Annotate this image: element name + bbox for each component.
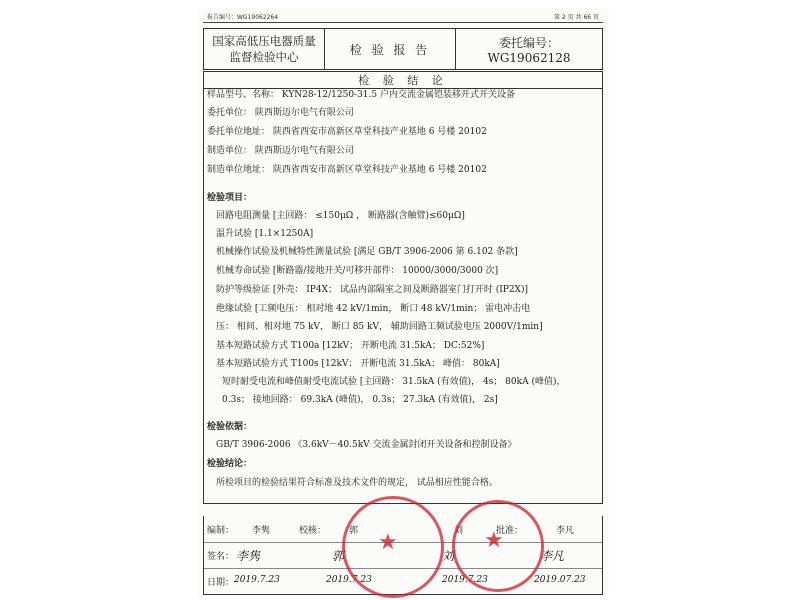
- prepared-label: 编制：: [207, 526, 235, 536]
- org-name: [204, 29, 325, 69]
- item-line: 绝缘试验 [工频电压： 相对地 42 kV/1min， 断口 48 kV/1min； 雷电冲击电: [216, 304, 531, 314]
- checked-name: 郭: [349, 526, 359, 536]
- info-model: 样品型号、名称： KYN28-12/1250-31.5 户内交流金属铠装移开式开关设备: [207, 90, 515, 100]
- header-rule: [203, 22, 603, 23]
- title-box: [203, 28, 603, 70]
- org-line-2: 监督检验中心: [229, 50, 299, 64]
- item-line: 机械寿命试验 [断路器/接地开关/可移开部件： 10000/3000/3000 次]: [216, 266, 499, 276]
- basis-label: 检验依据：: [207, 422, 253, 432]
- date-label: 日期：: [207, 578, 235, 588]
- signature-reviewed: 刘: [442, 549, 455, 563]
- signature-approver: 李凡: [540, 549, 565, 563]
- report-number: 报告编号：WG19062264: [207, 14, 279, 21]
- item-line: 回路电阻测量 [主回路： ≤150μΩ ， 断路器(含触臂)≤60μΩ]: [216, 211, 465, 221]
- items-label: 检验项目：: [207, 193, 253, 203]
- date-prepared: 2019.7.23: [234, 575, 280, 585]
- date-checked: 2019.7.23: [326, 575, 372, 585]
- conclusion-label: 检验结论：: [207, 459, 253, 469]
- item-line: 基本短路试验方式 T100a [12kV； 开断电流 31.5kA； DC:52%]: [216, 341, 485, 351]
- info-client: 委托单位： 陕西斯迈尔电气有限公司: [207, 108, 354, 118]
- checked-label: 校核：: [299, 526, 327, 536]
- signature-label: 签名：: [207, 552, 235, 562]
- signature-prepared: 李隽: [236, 549, 261, 563]
- approver-name: 李凡: [556, 526, 575, 536]
- report-body: [203, 88, 603, 504]
- conclusion-header: 检 验 结 论: [203, 71, 603, 89]
- item-line: 压： 相间、相对地 75 kV， 断口 85 kV， 辅助回路工频试验电压 2000V/1min]: [216, 322, 543, 332]
- item-line: 0.3s； 接地回路： 69.3kA (峰值)， 0.3s； 27.3kA (有效值)， 2s]: [222, 395, 498, 405]
- signature-checked: 郭: [332, 549, 345, 563]
- item-line: 温升试验 [1.1×1250A]: [216, 229, 314, 239]
- basis-text: GB/T 3906-2006 《3.6kV－40.5kV 交流金属封闭开关设备和控制设备》: [216, 440, 517, 450]
- commission-number: 委托编号： WG19062128: [487, 35, 571, 65]
- info-manufacturer: 制造单位： 陕西斯迈尔电气有限公司: [207, 146, 354, 156]
- seal-star-icon: ★: [484, 528, 504, 553]
- info-client-address: 委托单位地址： 陕西省西安市高新区草堂科技产业基地 6 号楼 20102: [207, 127, 487, 137]
- approver-label: 批准：: [496, 526, 524, 536]
- item-line: 防护等级验证 [外壳： IP4X； 试品内部隔室之间及断路器室门打开时 (IP2X)]: [216, 285, 528, 295]
- org-line-1: 国家高低压电器质量: [212, 34, 316, 48]
- page-number: 第 2 页 共 66 页: [554, 14, 599, 21]
- info-manufacturer-address: 制造单位地址： 陕西省西安市高新区草堂科技产业基地 6 号楼 20102: [207, 165, 487, 175]
- item-line: 机械操作试验及机械特性测量试验 [满足 GB/T 3906-2006 第 6.102 条款]: [216, 247, 518, 257]
- date-approver: 2019.07.23: [534, 575, 586, 585]
- seal-star-icon: ★: [378, 530, 398, 555]
- approved-name: 刘: [454, 526, 464, 536]
- item-line: 基本短路试验方式 T100s [12kV； 开断电流 31.5kA； 峰值： 80kA]: [216, 359, 500, 369]
- prepared-name: 李隽: [252, 526, 271, 536]
- item-line: 短时耐受电流和峰值耐受电流试验 [主回路： 31.5kA (有效值)， 4s； 80kA (峰值)，: [222, 377, 566, 387]
- report-page: [197, 8, 609, 596]
- date-reviewed: 2019.7.23: [442, 575, 488, 585]
- conclusion-text: 所检项目的检验结果符合标准及技术文件的规定， 试品相应性能合格。: [216, 478, 498, 488]
- doc-title: 检 验 报 告: [325, 29, 456, 69]
